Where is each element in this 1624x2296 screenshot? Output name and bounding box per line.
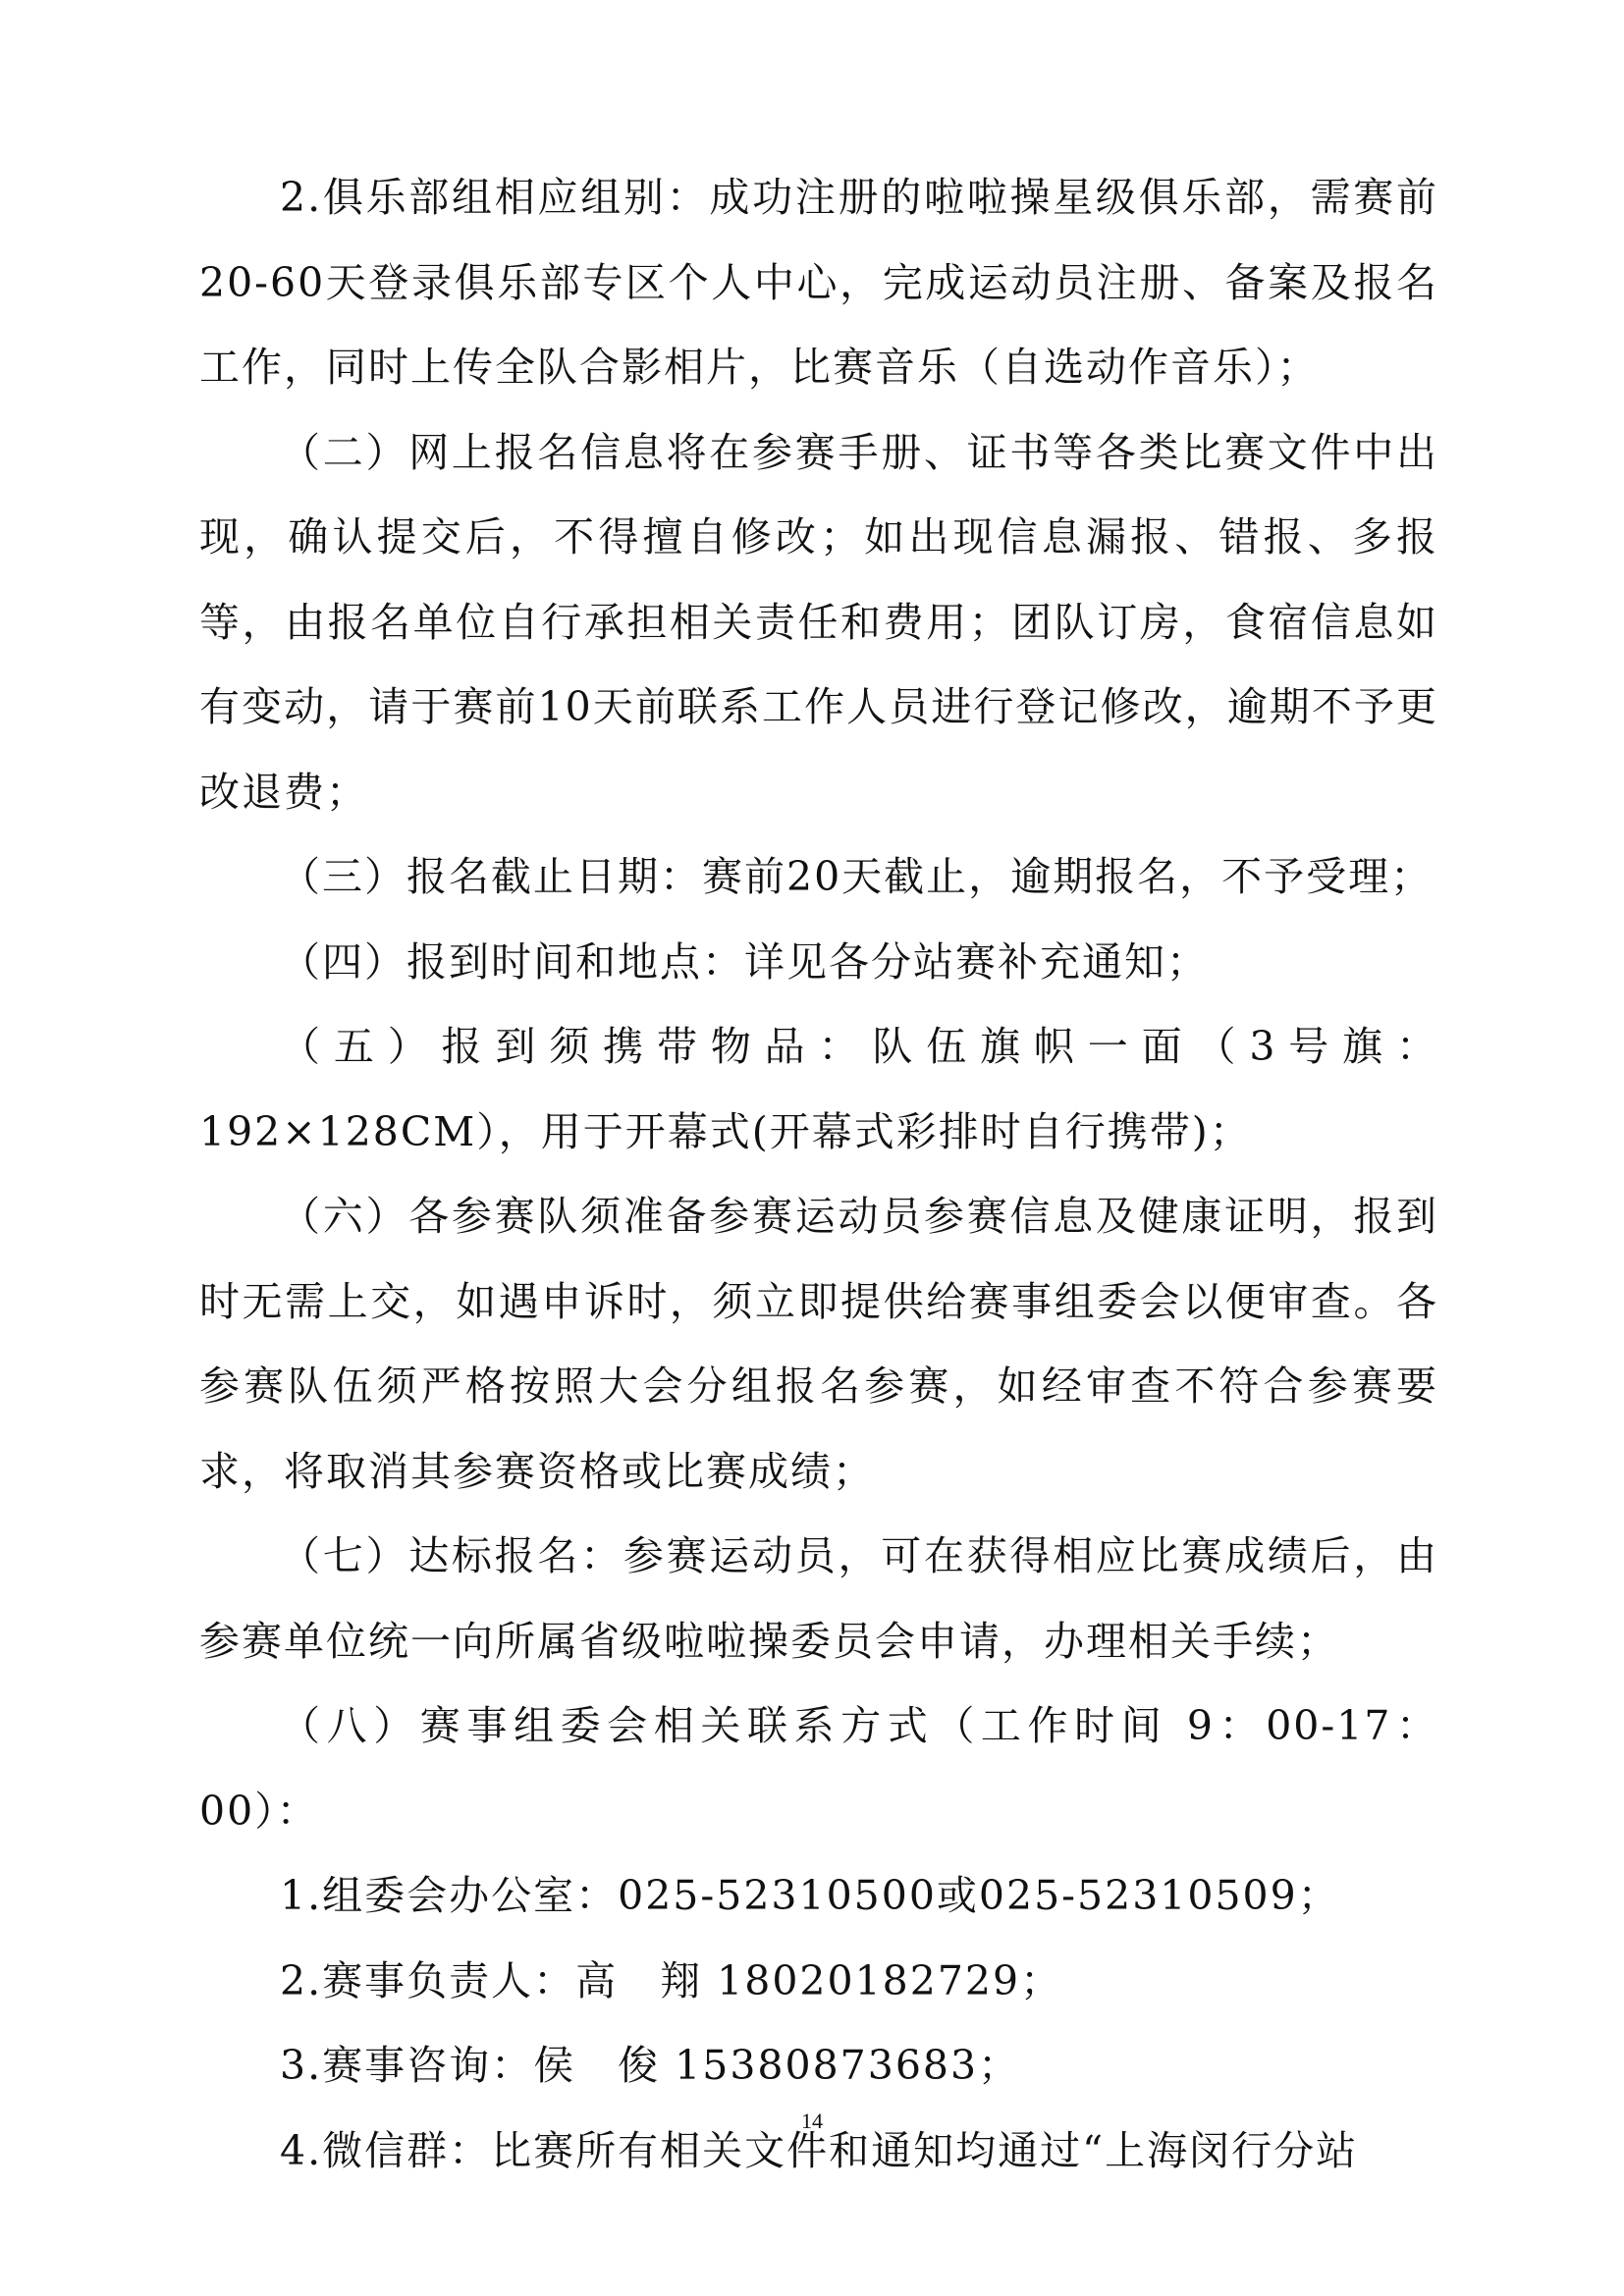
paragraph-office-phone: 1.组委会办公室：025-52310500或025-52310509； [280, 1872, 1340, 1919]
paragraph-qualification: （七）达标报名：参赛运动员，可在获得相应比赛成绩后，由参赛单位统一向所属省级啦啦操委员会申请，办理相关手续； [199, 1532, 1438, 1665]
paragraph-wechat-group: 4.微信群：比赛所有相关文件和通知均通过“上海闵行分站 [280, 2126, 1359, 2174]
document-body [199, 155, 1438, 2193]
paragraph-event-manager: 2.赛事负责人：高 翔 18020182729； [280, 1956, 1063, 2004]
page-number: 14 [801, 2109, 823, 2133]
paragraph-deadline: （三）报名截止日期：赛前20天截止，逾期报名，不予受理； [280, 853, 1434, 900]
paragraph-contact-heading: （八）赛事组委会相关联系方式（工作时间 9：00-17：00）： [199, 1702, 1438, 1835]
paragraph-event-inquiry: 3.赛事咨询：侯 俊 15380873683； [280, 2042, 1021, 2089]
paragraph-club-registration: 2.俱乐部组相应组别：成功注册的啦啦操星级俱乐部，需赛前20-60天登录俱乐部专区个人中心，完成运动员注册、备案及报名工作，同时上传全队合影相片，比赛音乐（自选动作音乐）； [199, 174, 1438, 391]
paragraph-online-info: （二）网上报名信息将在参赛手册、证书等各类比赛文件中出现，确认提交后，不得擅自修改；如出现信息漏报、错报、多报等，由报名单位自行承担相关责任和费用；团队订房，食宿信息如有变动，请于赛前10天前联系工作人员进行登记修改，逾期不予更改退费； [199, 428, 1438, 816]
paragraph-health-certificate: （六）各参赛队须准备参赛运动员参赛信息及健康证明，报到时无需上交，如遇申诉时，须立即提供给赛事组委会以便审查。各参赛队伍须严格按照大会分组报名参赛，如经审查不符合参赛要求，将取消其参赛资格或比赛成绩； [199, 1193, 1438, 1495]
paragraph-items-to-bring: （五）报到须携带物品：队伍旗帜一面（3号旗：192×128CM），用于开幕式(开幕式彩排时自行携带)； [199, 1023, 1438, 1155]
paragraph-check-in-time: （四）报到时间和地点：详见各分站赛补充通知； [280, 937, 1209, 986]
